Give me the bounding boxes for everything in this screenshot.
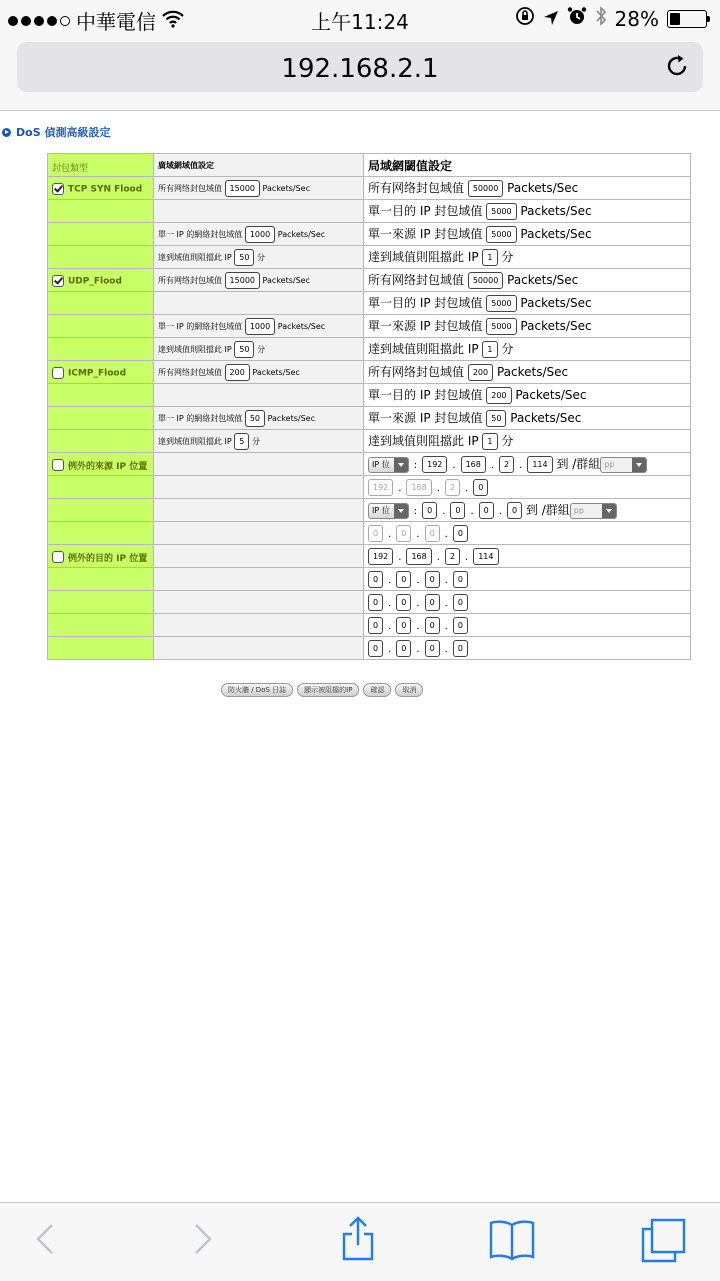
page-content <box>0 112 720 1202</box>
wan-setting-cell <box>154 292 364 315</box>
ip-type-select[interactable] <box>368 457 409 473</box>
source-ip-cell <box>364 476 691 499</box>
wan-label: 單一 IP 的網絡封包域值 <box>158 413 243 423</box>
destination-ip-cell <box>364 614 691 637</box>
lan-label: 達到域值則阻擋此 IP <box>368 250 479 264</box>
ip-octet-input[interactable]: 0 <box>425 640 440 657</box>
page-title: DoS 偵測高級設定 <box>16 126 111 139</box>
ip-dot: . <box>444 574 448 586</box>
lan-setting-cell <box>364 407 691 430</box>
tabs-icon[interactable] <box>640 1217 688 1269</box>
lan-setting-cell <box>364 177 691 200</box>
status-right <box>515 6 710 31</box>
lan-threshold-input[interactable]: 1 <box>482 433 497 450</box>
ip-octet-input[interactable]: 2 <box>445 548 460 565</box>
lan-label: 達到域值則阻擋此 IP <box>368 434 479 448</box>
lan-setting-cell <box>364 338 691 361</box>
ip-octet-input[interactable]: 0 <box>453 594 468 611</box>
wan-setting-cell <box>154 315 364 338</box>
lan-label: 單一目的 IP 封包域值 <box>368 388 483 402</box>
ip-dot: . <box>416 574 420 586</box>
ip-octet-input[interactable]: 0 <box>396 617 411 634</box>
empty-cell <box>154 637 364 660</box>
browser-toolbar <box>0 1202 720 1281</box>
exception-destination-label: 例外的目的 IP 位置 <box>68 553 148 564</box>
ip-octet-input[interactable]: 168 <box>406 548 431 565</box>
lan-unit: 分 <box>501 250 514 264</box>
flood-type-cell <box>48 338 154 361</box>
flood-type-cell <box>48 177 154 200</box>
table-row <box>48 200 691 223</box>
ip-octet-input[interactable]: 0 <box>453 525 468 542</box>
lan-threshold-input[interactable]: 200 <box>468 364 493 381</box>
ip-dot: . <box>416 620 420 632</box>
exception-source-cell <box>48 453 154 476</box>
ip-dot: . <box>398 482 402 494</box>
lan-unit: Packets/Sec <box>515 388 587 402</box>
ip-octet-input[interactable]: 0 <box>368 594 383 611</box>
wan-threshold-input[interactable]: 1000 <box>245 226 275 243</box>
empty-cell <box>154 545 364 568</box>
ip-dot: . <box>465 482 469 494</box>
wan-setting-cell <box>154 200 364 223</box>
ip-dot: . <box>465 551 469 563</box>
empty-cell <box>154 453 364 476</box>
lan-setting-cell <box>364 246 691 269</box>
lan-setting-cell <box>364 315 691 338</box>
wan-label: 單一 IP 的網絡封包域值 <box>158 229 243 239</box>
destination-ip-cell <box>364 637 691 660</box>
ip-octet-input[interactable]: 0 <box>453 571 468 588</box>
exception-source-label: 例外的來源 IP 位置 <box>68 461 148 472</box>
source-ip-cell <box>364 499 691 522</box>
wan-threshold-input[interactable]: 15000 <box>225 272 260 289</box>
table-row <box>48 338 691 361</box>
ip-dot: . <box>444 620 448 632</box>
lan-label: 單一目的 IP 封包域值 <box>368 296 483 310</box>
lan-threshold-input[interactable]: 5000 <box>486 318 516 335</box>
url-text[interactable]: 192.168.2.1 <box>281 54 439 84</box>
ip-octet-input: 2 <box>445 479 460 496</box>
exception-destination-cell <box>48 637 154 660</box>
battery-icon <box>667 10 710 28</box>
wan-setting-cell <box>154 361 364 384</box>
firewall-log-button[interactable]: 防火牆 / DoS 日誌 <box>221 683 293 697</box>
flood-type-cell <box>48 384 154 407</box>
ip-octet-input[interactable]: 0 <box>453 617 468 634</box>
ip-dot: . <box>436 551 440 563</box>
table-row <box>48 384 691 407</box>
table-row <box>48 568 691 591</box>
ip-octet-input[interactable]: 0 <box>425 617 440 634</box>
ip-octet-input: 0 <box>396 525 411 542</box>
ip-dot: . <box>388 528 392 540</box>
flood-type-cell <box>48 200 154 223</box>
header-wan: 廣域網域值設定 <box>154 154 364 177</box>
ip-octet-input[interactable]: 2 <box>499 456 514 473</box>
ip-dot: . <box>442 506 446 517</box>
table-row <box>48 522 691 545</box>
wan-setting-cell <box>154 269 364 292</box>
lan-label: 單一目的 IP 封包域值 <box>368 204 483 218</box>
wan-unit: 分 <box>257 252 266 262</box>
wan-threshold-input[interactable]: 50 <box>234 249 254 266</box>
wan-setting-cell <box>154 384 364 407</box>
wan-threshold-input[interactable]: 200 <box>225 364 250 381</box>
chevron-down-icon <box>632 458 646 472</box>
ip-dot: . <box>388 620 392 632</box>
ip-dot: . <box>398 551 402 563</box>
section-title <box>2 124 110 140</box>
flood-type-cell <box>48 223 154 246</box>
bluetooth-icon <box>595 6 607 31</box>
wan-threshold-input[interactable]: 5 <box>234 433 249 450</box>
bookmarks-icon[interactable] <box>488 1219 536 1265</box>
ip-dot: . <box>519 460 523 471</box>
source-ip-cell <box>364 522 691 545</box>
lan-label: 所有网络封包域值 <box>368 273 465 287</box>
ip-octet-input[interactable]: 0 <box>368 571 383 588</box>
confirm-button[interactable]: 確認 <box>363 683 391 697</box>
group-select[interactable] <box>600 457 647 473</box>
lan-threshold-input[interactable]: 5000 <box>486 203 516 220</box>
exception-source-cell <box>48 499 154 522</box>
wan-unit: Packets/Sec <box>267 413 315 423</box>
ip-octet-input[interactable]: 0 <box>396 640 411 657</box>
wan-setting-cell <box>154 430 364 453</box>
flood-type-cell <box>48 246 154 269</box>
ip-type-select[interactable] <box>368 503 409 519</box>
ip-type-value: IP 位 <box>372 505 390 515</box>
ip-octet-input[interactable]: 168 <box>461 456 486 473</box>
exception-destination-cell <box>48 545 154 568</box>
exception-source-cell <box>48 522 154 545</box>
empty-cell <box>154 522 364 545</box>
lan-unit: 分 <box>501 342 514 356</box>
ip-octet-input[interactable]: 0 <box>453 640 468 657</box>
ip-octet-input[interactable]: 192 <box>422 456 447 473</box>
flood-checkbox[interactable] <box>52 367 64 379</box>
empty-cell <box>154 614 364 637</box>
lan-label: 單一來源 IP 封包域值 <box>368 411 483 425</box>
lan-unit: Packets/Sec <box>520 319 592 333</box>
wan-setting-cell <box>154 177 364 200</box>
flood-type-cell <box>48 430 154 453</box>
lan-setting-cell <box>364 292 691 315</box>
table-row <box>48 177 691 200</box>
table-row <box>48 637 691 660</box>
lan-setting-cell <box>364 361 691 384</box>
address-bar[interactable] <box>17 42 703 92</box>
wan-threshold-input[interactable]: 1000 <box>245 318 275 335</box>
empty-cell <box>154 568 364 591</box>
destination-ip-cell <box>364 591 691 614</box>
wan-unit: 分 <box>251 436 260 446</box>
ip-octet-input[interactable]: 0 <box>422 502 437 519</box>
ip-dot: . <box>388 574 392 586</box>
ip-dot: . <box>388 597 392 609</box>
ip-octet-input[interactable]: 0 <box>396 594 411 611</box>
chevron-down-icon <box>394 458 408 472</box>
wan-label: 所有网络封包域值 <box>158 183 222 193</box>
table-row <box>48 269 691 292</box>
lan-threshold-input[interactable]: 50000 <box>468 180 503 197</box>
ip-octet-input: 0 <box>368 525 383 542</box>
ip-octet-input[interactable]: 0 <box>450 502 465 519</box>
empty-cell <box>154 476 364 499</box>
carrier-label: 中華電信 <box>76 10 156 34</box>
exception-destination-cell <box>48 568 154 591</box>
wan-label: 達到域值則阻擋此 IP <box>158 252 232 262</box>
lan-unit: Packets/Sec <box>496 365 569 379</box>
wan-label: 達到域值則阻擋此 IP <box>158 344 232 354</box>
wan-label: 所有网络封包域值 <box>158 275 222 285</box>
wan-unit: Packets/Sec <box>262 275 310 285</box>
table-row <box>48 292 691 315</box>
flood-type-cell <box>48 407 154 430</box>
battery-percent: 28% <box>614 6 659 31</box>
flood-name: TCP SYN Flood <box>68 184 143 194</box>
wan-unit: Packets/Sec <box>252 367 300 377</box>
lan-threshold-input[interactable]: 200 <box>486 387 511 404</box>
ip-dot: . <box>444 597 448 609</box>
wan-label: 單一 IP 的網絡封包域值 <box>158 321 243 331</box>
flood-type-cell <box>48 269 154 292</box>
ip-dot: . <box>490 460 495 471</box>
to-group-label: 到 /群組 <box>556 457 601 471</box>
group-value: pp <box>604 459 615 469</box>
ip-dot: . <box>436 482 440 494</box>
flood-checkbox[interactable] <box>52 275 64 287</box>
ip-octet-input[interactable]: 0 <box>473 479 488 496</box>
ip-octet-input: 192 <box>368 479 393 496</box>
colon: : <box>413 506 418 517</box>
exception-destination-cell <box>48 614 154 637</box>
lan-setting-cell <box>364 430 691 453</box>
rotation-lock-icon <box>515 6 535 31</box>
exception-source-checkbox[interactable] <box>52 459 64 471</box>
wan-label: 達到域值則阻擋此 IP <box>158 436 232 446</box>
chevron-down-icon <box>602 504 616 518</box>
ip-dot: . <box>452 460 456 471</box>
lan-unit: Packets/Sec <box>507 273 579 287</box>
wan-threshold-input[interactable]: 50 <box>245 410 265 427</box>
chevron-down-icon <box>394 504 408 518</box>
lan-label: 所有网络封包域值 <box>368 181 465 195</box>
header-lan: 局域網閾值設定 <box>364 154 691 177</box>
ip-octet-input[interactable]: 0 <box>368 617 383 634</box>
flood-name: ICMP_Flood <box>68 368 127 378</box>
battery-fill <box>670 13 680 25</box>
exception-destination-checkbox[interactable] <box>52 551 64 563</box>
table-row <box>48 407 691 430</box>
reload-icon[interactable] <box>665 53 691 83</box>
browser-address-area <box>0 36 720 111</box>
lan-label: 單一來源 IP 封包域值 <box>368 227 483 241</box>
ip-octet-input[interactable]: 0 <box>368 640 383 657</box>
flood-checkbox[interactable] <box>52 183 64 195</box>
lan-setting-cell <box>364 223 691 246</box>
lan-label: 達到域值則阻擋此 IP <box>368 342 479 356</box>
ip-dot: . <box>444 528 448 540</box>
lan-unit: 分 <box>501 434 514 448</box>
wan-unit: Packets/Sec <box>277 229 326 239</box>
ip-dot: . <box>498 506 502 517</box>
wan-setting-cell <box>154 338 364 361</box>
group-select[interactable] <box>570 503 617 519</box>
lan-label: 單一來源 IP 封包域值 <box>368 319 483 333</box>
lan-unit: Packets/Sec <box>507 181 579 195</box>
ip-octet-input: 168 <box>406 479 431 496</box>
ip-dot: . <box>416 643 420 655</box>
flood-name: UDP_Flood <box>68 276 122 286</box>
table-row <box>48 430 691 453</box>
exception-source-cell <box>48 476 154 499</box>
ip-dot: . <box>416 528 420 540</box>
ip-octet-input[interactable]: 0 <box>479 502 494 519</box>
blocked-ip-button[interactable]: 顯示被阻擋的IP <box>297 683 359 697</box>
header-type: 封包類型 <box>48 154 154 177</box>
lan-threshold-input[interactable]: 5000 <box>486 295 516 312</box>
colon: : <box>413 460 418 471</box>
table-row <box>48 315 691 338</box>
lan-threshold-input[interactable]: 5000 <box>486 226 516 243</box>
lan-threshold-input[interactable]: 1 <box>482 249 497 266</box>
wan-unit: 分 <box>257 344 266 354</box>
table-row <box>48 361 691 384</box>
lan-threshold-input[interactable]: 50 <box>486 410 506 427</box>
lan-setting-cell <box>364 269 691 292</box>
table-header-row <box>48 154 691 177</box>
cancel-button[interactable]: 取消 <box>395 683 423 697</box>
wan-threshold-input[interactable]: 15000 <box>225 180 260 197</box>
lan-unit: Packets/Sec <box>520 227 592 241</box>
ip-dot: . <box>416 597 420 609</box>
dos-settings-table <box>47 153 691 660</box>
ip-octet-input[interactable]: 0 <box>507 502 522 519</box>
ip-octet-input[interactable]: 114 <box>527 456 552 473</box>
share-icon[interactable] <box>340 1215 376 1265</box>
lan-unit: Packets/Sec <box>520 296 592 310</box>
flood-type-cell <box>48 361 154 384</box>
empty-cell <box>154 591 364 614</box>
flood-type-cell <box>48 315 154 338</box>
table-row <box>48 246 691 269</box>
flood-type-cell <box>48 292 154 315</box>
location-icon <box>543 7 559 31</box>
wan-label: 所有网络封包域值 <box>158 367 222 377</box>
ip-dot: . <box>388 643 392 655</box>
group-value: pp <box>573 505 584 515</box>
table-row <box>48 591 691 614</box>
ip-octet-input[interactable]: 0 <box>425 571 440 588</box>
bullet-icon <box>2 128 11 137</box>
ip-octet-input[interactable]: 0 <box>396 571 411 588</box>
alarm-icon <box>567 6 587 31</box>
source-ip-cell <box>364 453 691 476</box>
back-icon[interactable] <box>34 1219 56 1263</box>
destination-ip-cell <box>364 568 691 591</box>
ip-type-value: IP 位 <box>372 459 390 469</box>
action-buttons <box>221 683 423 697</box>
table-row <box>48 453 691 476</box>
status-time: 上午11:24 <box>311 10 409 34</box>
lan-threshold-input[interactable]: 50000 <box>468 272 503 289</box>
empty-cell <box>154 499 364 522</box>
destination-ip-cell <box>364 545 691 568</box>
wan-threshold-input[interactable]: 50 <box>234 341 254 358</box>
ip-octet-input[interactable]: 0 <box>425 594 440 611</box>
status-bar <box>0 0 720 36</box>
table-row <box>48 476 691 499</box>
table-row <box>48 614 691 637</box>
lan-unit: Packets/Sec <box>520 204 592 218</box>
to-group-label: 到 /群組 <box>525 503 570 517</box>
wan-unit: Packets/Sec <box>277 321 326 331</box>
table-row <box>48 545 691 568</box>
wan-unit: Packets/Sec <box>262 183 310 193</box>
lan-unit: Packets/Sec <box>510 411 582 425</box>
exception-destination-cell <box>48 591 154 614</box>
wan-setting-cell <box>154 407 364 430</box>
table-row <box>48 499 691 522</box>
ip-dot: . <box>470 506 474 517</box>
ip-octet-input[interactable]: 114 <box>473 548 498 565</box>
lan-setting-cell <box>364 200 691 223</box>
lan-threshold-input[interactable]: 1 <box>482 341 497 358</box>
wan-setting-cell <box>154 246 364 269</box>
lan-label: 所有网络封包域值 <box>368 365 465 379</box>
lan-setting-cell <box>364 384 691 407</box>
forward-icon[interactable] <box>192 1219 214 1263</box>
ip-dot: . <box>444 643 448 655</box>
ip-octet-input[interactable]: 192 <box>368 548 393 565</box>
table-row <box>48 223 691 246</box>
ip-octet-input: 0 <box>425 525 440 542</box>
wan-setting-cell <box>154 223 364 246</box>
